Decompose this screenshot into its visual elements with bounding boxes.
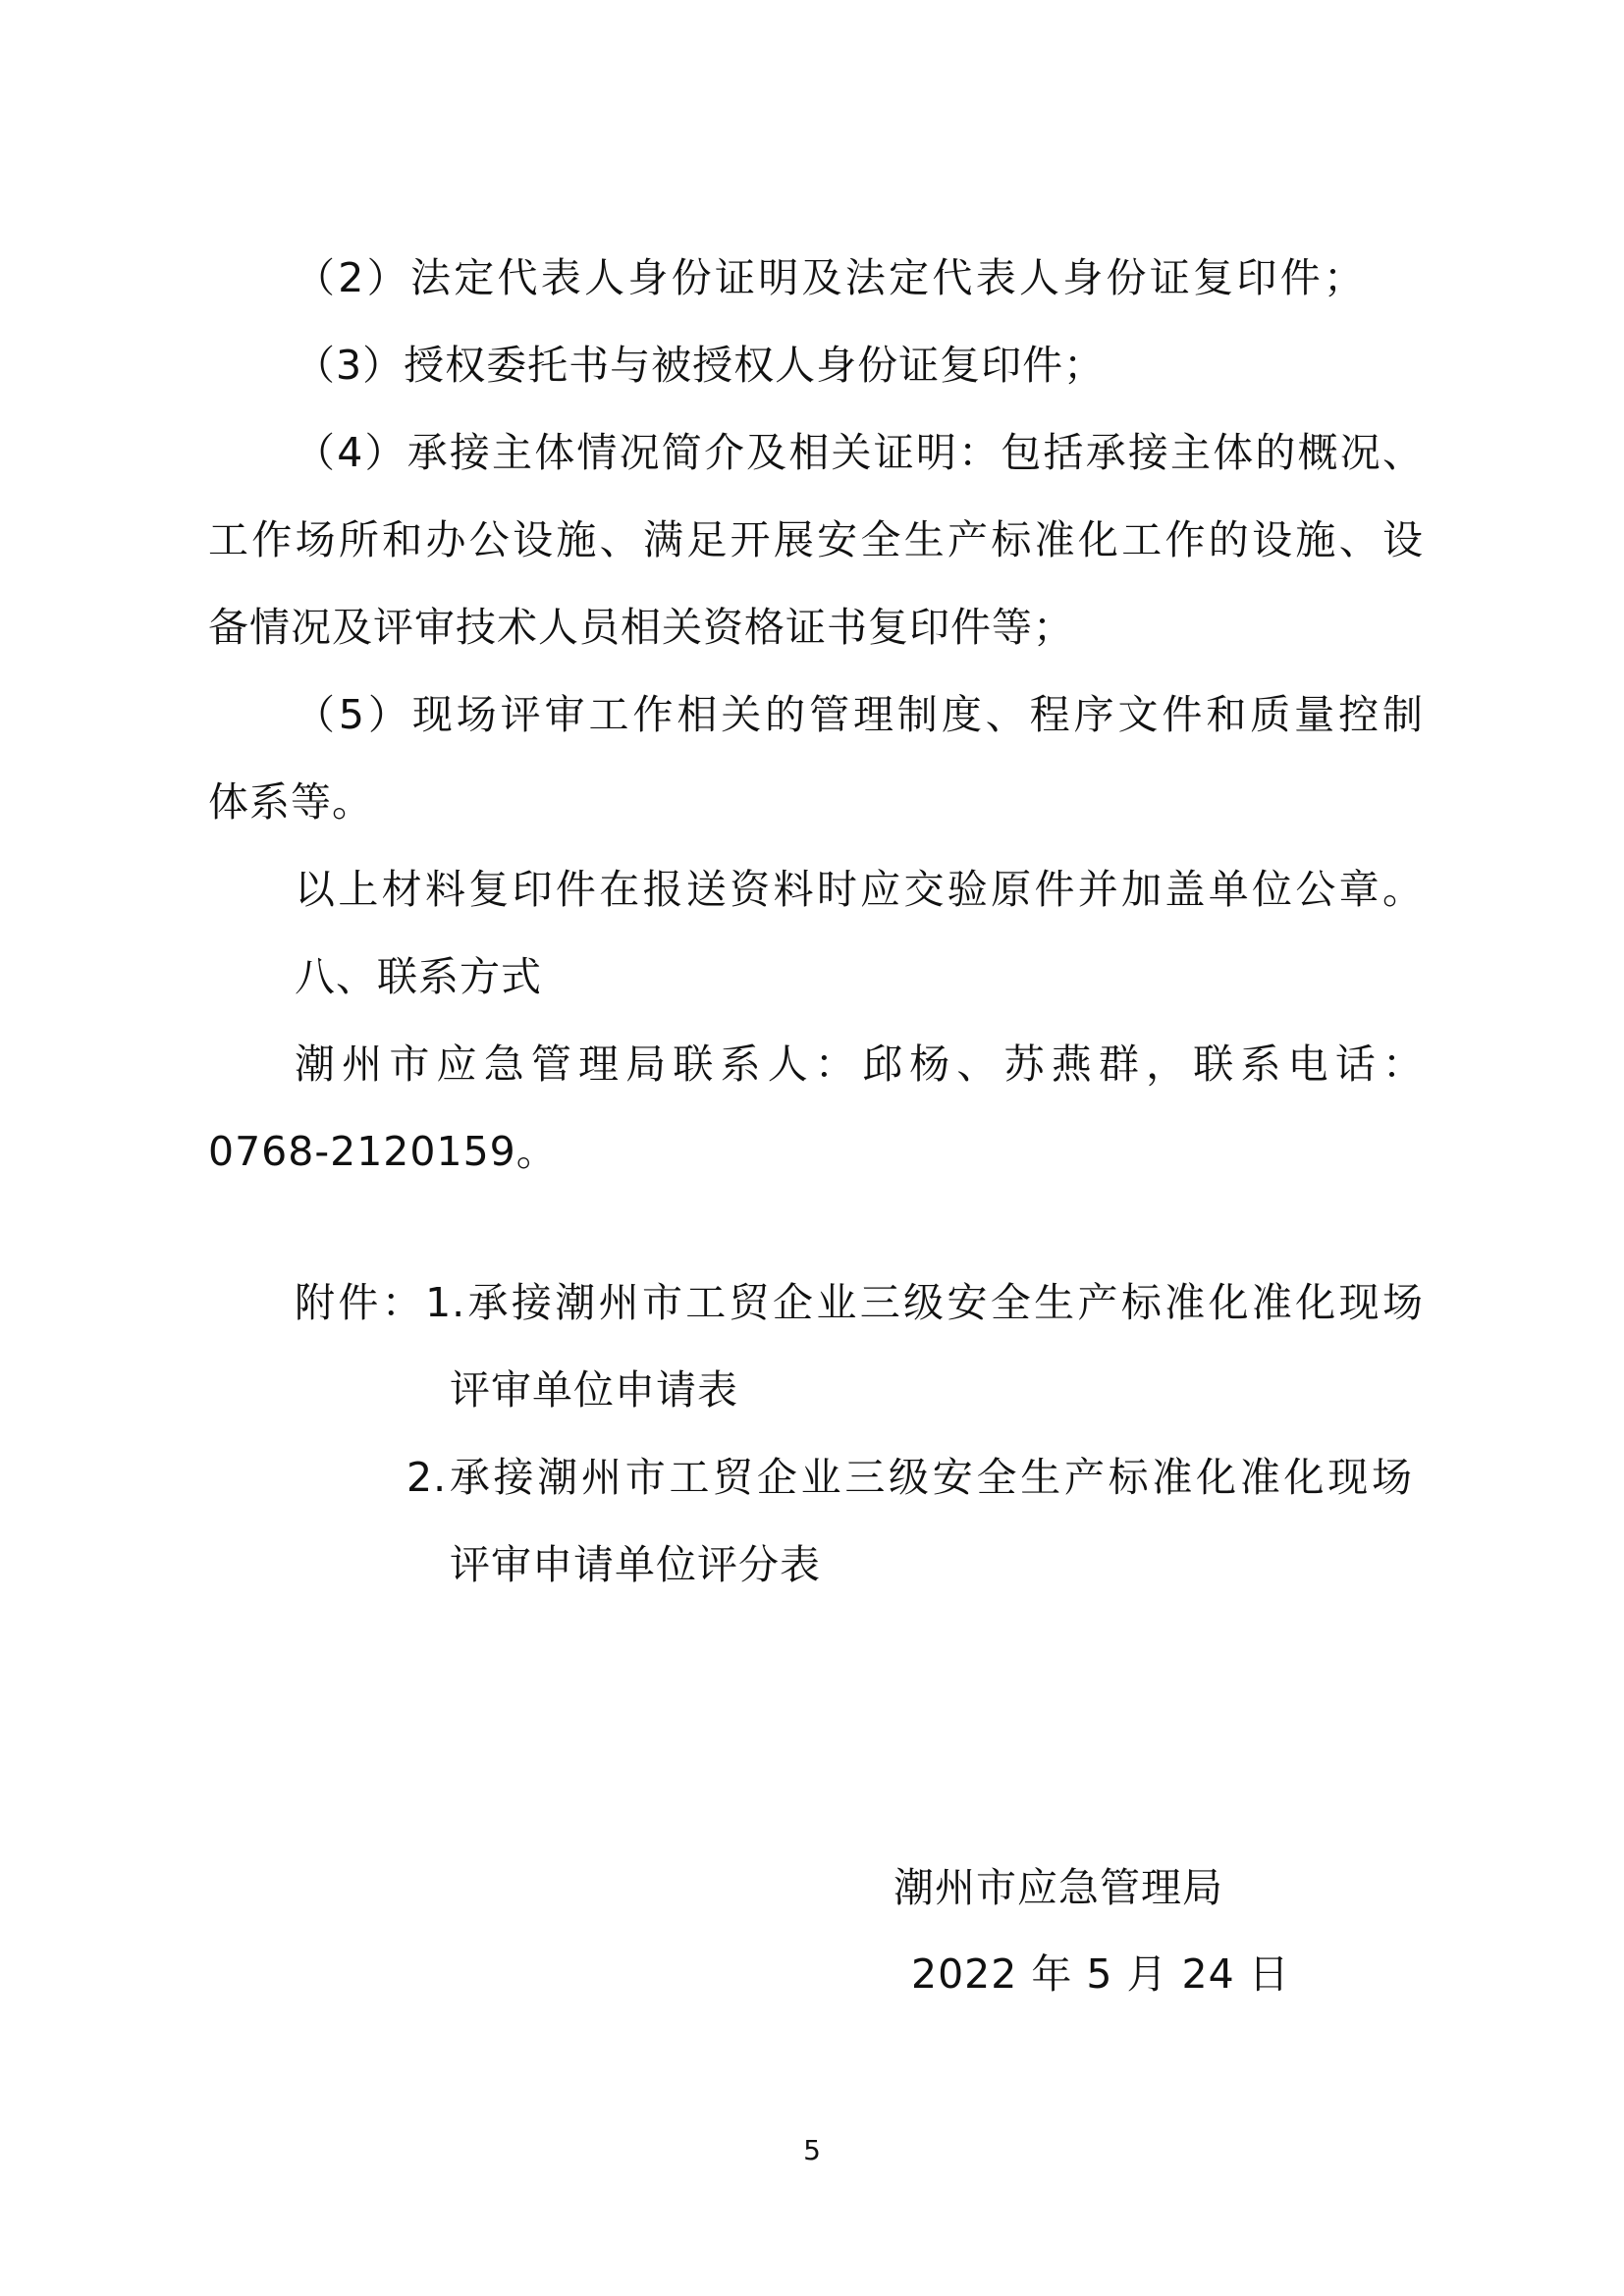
materials-note: 以上材料复印件在报送资料时应交验原件并加盖单位公章。 (295, 866, 1424, 913)
list-item-5-line-2: 体系等。 (208, 778, 373, 826)
list-item-2: （2）法定代表人身份证明及法定代表人身份证复印件； (295, 254, 1365, 301)
list-item-4-line-2: 工作场所和办公设施、满足开展安全生产标准化工作的设施、设 (208, 516, 1424, 563)
signature-date: 2022 年 5 月 24 日 (911, 1950, 1290, 1998)
list-item-3: （3）授权委托书与被授权人身份证复印件； (295, 342, 1106, 389)
attachment-2-line-2: 评审申请单位评分表 (450, 1541, 821, 1588)
attachment-1-line-2: 评审单位申请表 (450, 1366, 738, 1414)
section-8-heading: 八、联系方式 (295, 953, 542, 1000)
contact-line-2: 0768-2120159。 (208, 1128, 558, 1175)
signature-organization: 潮州市应急管理局 (893, 1864, 1223, 1911)
list-item-4-line-1: （4）承接主体情况简介及相关证明：包括承接主体的概况、 (295, 429, 1424, 476)
list-item-4-line-3: 备情况及评审技术人员相关资格证书复印件等； (208, 604, 1074, 651)
contact-line-1: 潮州市应急管理局联系人：邱杨、苏燕群，联系电话： (295, 1041, 1424, 1088)
attachment-2-line-1: 2.承接潮州市工贸企业三级安全生产标准化准化现场 (406, 1454, 1413, 1501)
list-item-5-line-1: （5）现场评审工作相关的管理制度、程序文件和质量控制 (295, 691, 1424, 738)
attachment-1-line-1: 附件：1.承接潮州市工贸企业三级安全生产标准化准化现场 (295, 1279, 1424, 1326)
page-number: 5 (803, 2134, 821, 2166)
